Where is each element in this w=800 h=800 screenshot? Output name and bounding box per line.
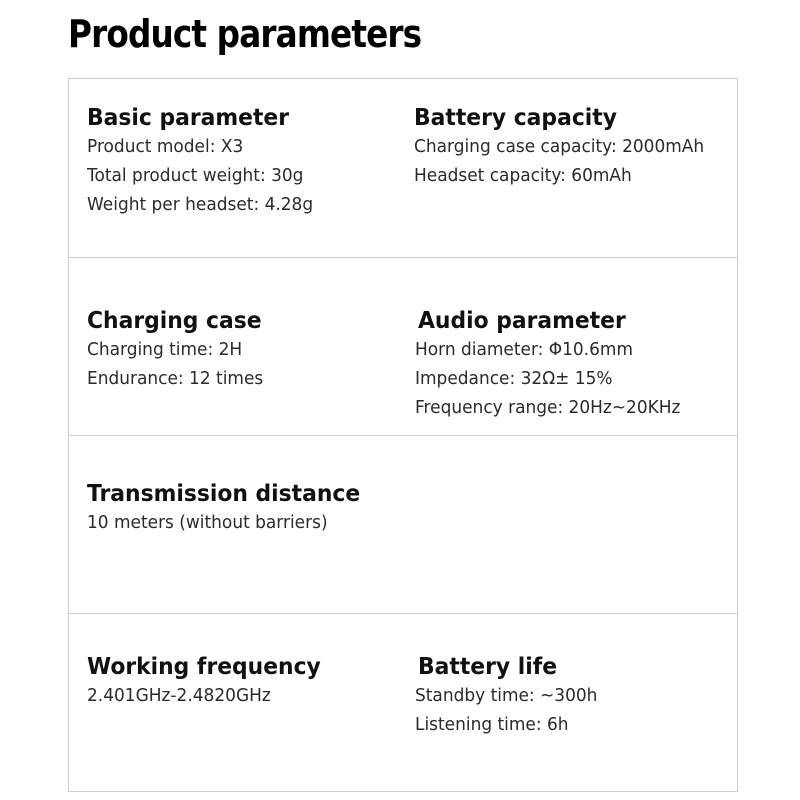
charging-case-section [87, 306, 271, 394]
section-heading: Transmission distance [87, 481, 361, 507]
spec-line: Standby time: ~300h [415, 686, 598, 706]
transmission-distance-section [87, 479, 375, 538]
battery-capacity-section [414, 103, 713, 191]
working-frequency-section [87, 652, 333, 711]
spec-line: Impedance: 32Ω± 15% [415, 369, 613, 389]
parameter-row-charging [69, 258, 737, 436]
spec-line: Charging time: 2H [87, 340, 243, 360]
spec-line: 10 meters (without barriers) [87, 513, 328, 533]
parameters-table [68, 78, 738, 792]
section-heading: Battery life [418, 654, 558, 680]
section-heading: Battery capacity [414, 105, 617, 131]
section-heading: Audio parameter [418, 308, 626, 334]
section-heading: Charging case [87, 308, 262, 334]
audio-parameter-section [415, 306, 689, 423]
spec-line: 2.401GHz-2.4820GHz [87, 686, 271, 706]
page-title: Product parameters [68, 12, 422, 56]
spec-line: Listening time: 6h [415, 715, 569, 735]
spec-line: Frequency range: 20Hz~20KHz [415, 398, 681, 418]
parameter-row-frequency [69, 614, 737, 791]
battery-life-section [415, 652, 603, 740]
spec-line: Total product weight: 30g [87, 166, 304, 186]
parameter-row-transmission [69, 436, 737, 614]
spec-line: Endurance: 12 times [87, 369, 264, 389]
spec-line: Product model: X3 [87, 137, 244, 157]
spec-line: Headset capacity: 60mAh [414, 166, 632, 186]
spec-line: Weight per headset: 4.28g [87, 195, 314, 215]
spec-line: Horn diameter: Φ10.6mm [415, 340, 633, 360]
spec-line: Charging case capacity: 2000mAh [414, 137, 705, 157]
basic-parameter-section [87, 103, 320, 220]
section-heading: Basic parameter [87, 105, 289, 131]
parameter-row-basic [69, 79, 737, 258]
section-heading: Working frequency [87, 654, 321, 680]
